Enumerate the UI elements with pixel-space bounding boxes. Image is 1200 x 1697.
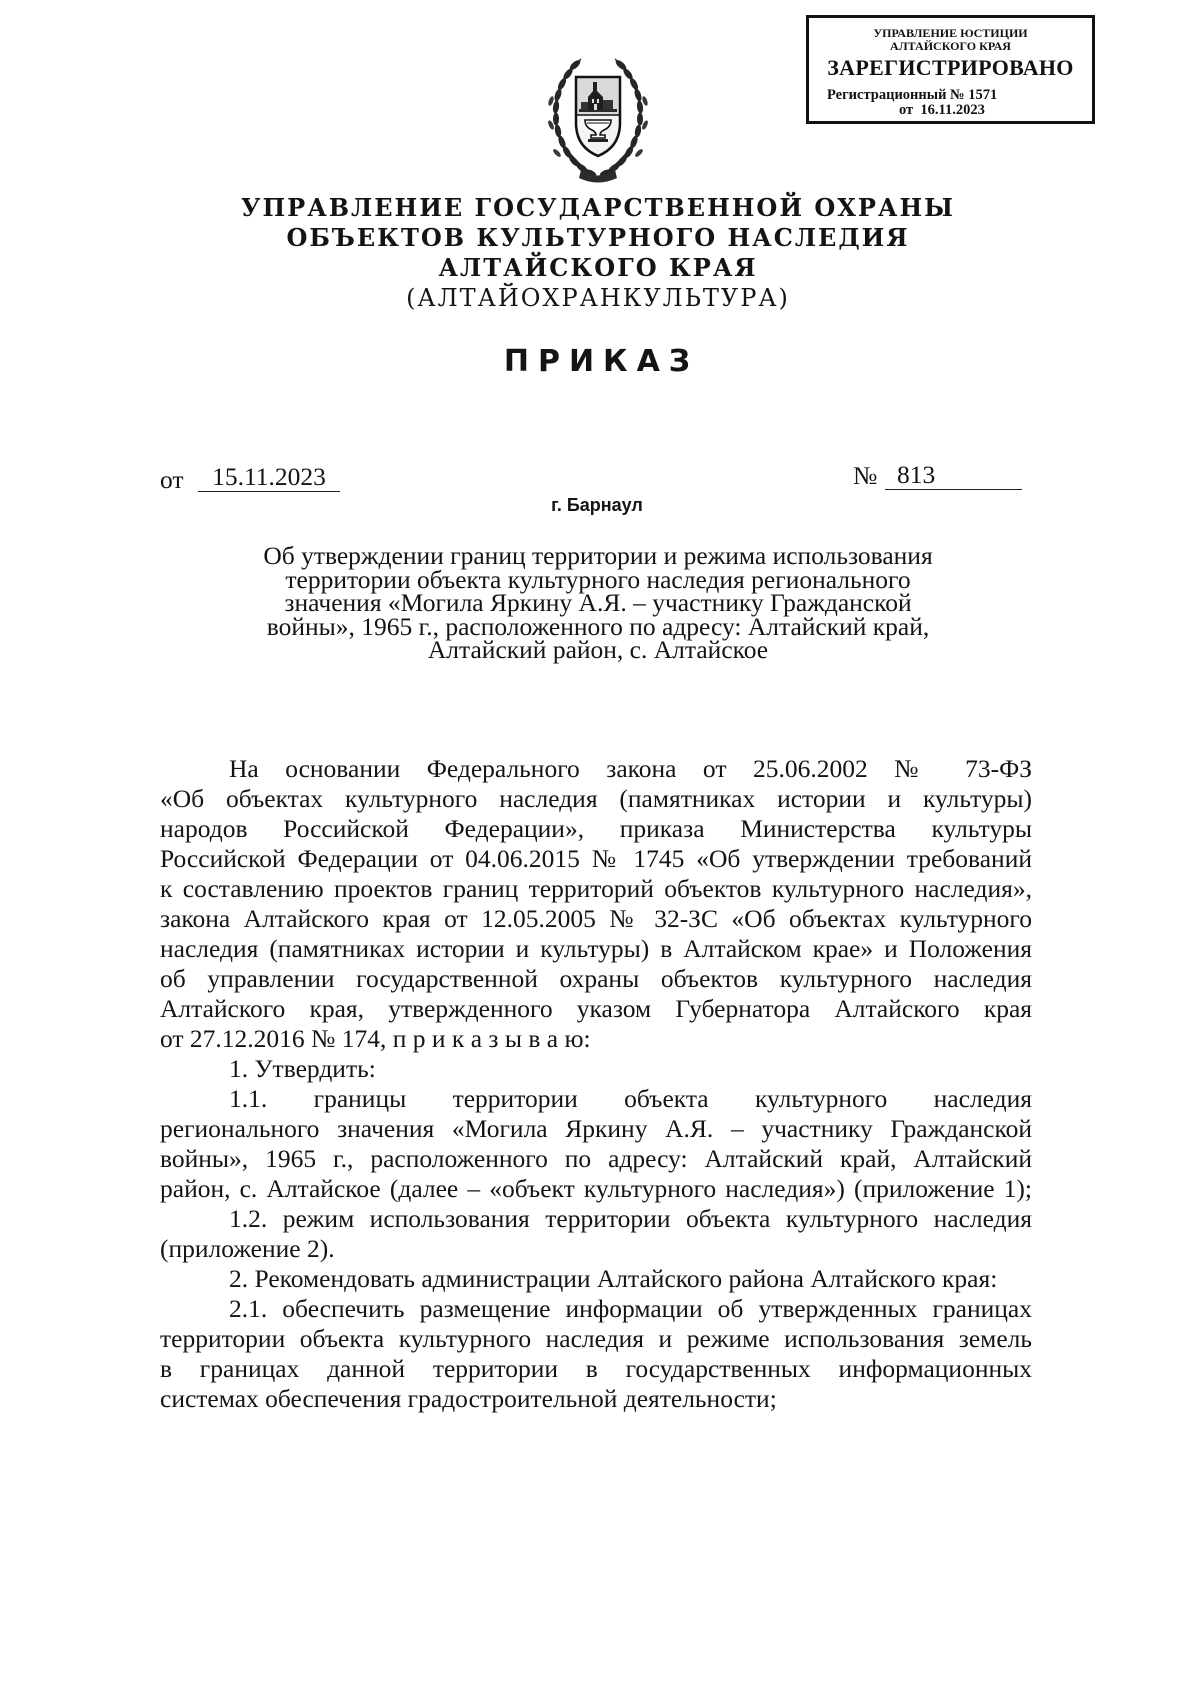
body-line: наследия (памятниках истории и культуры) в Алтайском крае» и Положения: [160, 934, 1032, 963]
document-body: [160, 754, 1032, 1414]
body-line: от 27.12.2016 № 174, п р и к а з ы в а ю:: [160, 1024, 591, 1053]
body-line: На основании Федерального закона от 25.06.2002 № 73-ФЗ: [229, 754, 1032, 783]
body-line: регионального значения «Могила Яркину А.Я. – участнику Гражданской: [160, 1114, 1032, 1143]
body-line: народов Российской Федерации», приказа Министерства культуры: [160, 814, 1032, 843]
shield: [576, 77, 620, 156]
body-line: «Об объектах культурного наследия (памятниках истории и культуры): [160, 784, 1032, 813]
document-title: [0, 541, 1196, 664]
title-line: значения «Могила Яркину А.Я. – участнику Гражданской: [284, 588, 912, 617]
body-line: об управлении государственной охраны объектов культурного наследия: [160, 964, 1032, 993]
body-line: район, с. Алтайское (далее – «объект культурного наследия») (приложение 1);: [160, 1174, 1032, 1203]
body-line: системах обеспечения градостроительной деятельности;: [160, 1384, 777, 1413]
body-line: закона Алтайского края от 12.05.2005 № 32-ЗС «Об объектах культурного: [160, 904, 1032, 933]
header-line: ОБЪЕКТОВ КУЛЬТУРНОГО НАСЛЕДИЯ: [286, 223, 910, 252]
document-type: ПРИКАЗ: [503, 344, 700, 379]
stamp-status: ЗАРЕГИСТРИРОВАНО: [827, 55, 1074, 80]
header-abbreviation: (АЛТАЙОХРАНКУЛЬТУРА): [406, 284, 790, 312]
title-line: войны», 1965 г., расположенного по адресу: Алтайский край,: [266, 611, 930, 641]
body-line: к составлению проектов границ территорий объектов культурного наследия»,: [160, 874, 1032, 903]
header-line: УПРАВЛЕНИЕ ГОСУДАРСТВЕННОЙ ОХРАНЫ: [241, 193, 955, 222]
stamp-reg-date: от 16.11.2023: [899, 102, 985, 118]
title-line: Алтайский район, с. Алтайское: [427, 635, 769, 664]
registration-stamp: [806, 15, 1095, 124]
body-line: 2.1. обеспечить размещение информации об утвержденных границах: [229, 1294, 1032, 1323]
document-number: 813: [885, 461, 1022, 490]
stamp-reg-number: Регистрационный № 1571: [827, 87, 998, 103]
body-line: Алтайского края, утвержденного указом Губернатора Алтайского края: [160, 994, 1032, 1023]
body-line: Российской Федерации от 04.06.2015 № 1745 «Об утверждении требований: [160, 844, 1032, 873]
header-line: АЛТАЙСКОГО КРАЯ: [438, 253, 758, 282]
stamp-org-line1: УПРАВЛЕНИЕ ЮСТИЦИИ: [873, 26, 1028, 40]
document-date: 15.11.2023: [198, 463, 340, 492]
title-line: Об утверждении границ территории и режима использования: [263, 541, 933, 570]
organization-header: [0, 193, 1194, 313]
title-line: территории объекта культурного наследия регионального: [285, 564, 911, 594]
date-label: от: [160, 465, 184, 494]
number-label: №: [853, 461, 878, 490]
body-line: 1. Утвердить:: [229, 1054, 376, 1083]
stamp-org-line2: АЛТАЙСКОГО КРАЯ: [890, 39, 1011, 53]
body-line: 2. Рекомендовать администрации Алтайского района Алтайского края:: [229, 1264, 998, 1293]
body-line: в границах данной территории в государственных информационных: [160, 1354, 1032, 1383]
body-line: войны», 1965 г., расположенного по адресу: Алтайский край, Алтайский: [160, 1144, 1032, 1173]
body-line: 1.2. режим использования территории объекта культурного наследия: [229, 1204, 1032, 1233]
body-line: территории объекта культурного наследия и режиме использования земель: [160, 1324, 1032, 1353]
city: г. Барнаул: [551, 495, 643, 515]
body-line: (приложение 2).: [160, 1234, 335, 1263]
body-line: 1.1. границы территории объекта культурного наследия: [229, 1084, 1032, 1113]
coat-of-arms-emblem: [543, 52, 653, 184]
